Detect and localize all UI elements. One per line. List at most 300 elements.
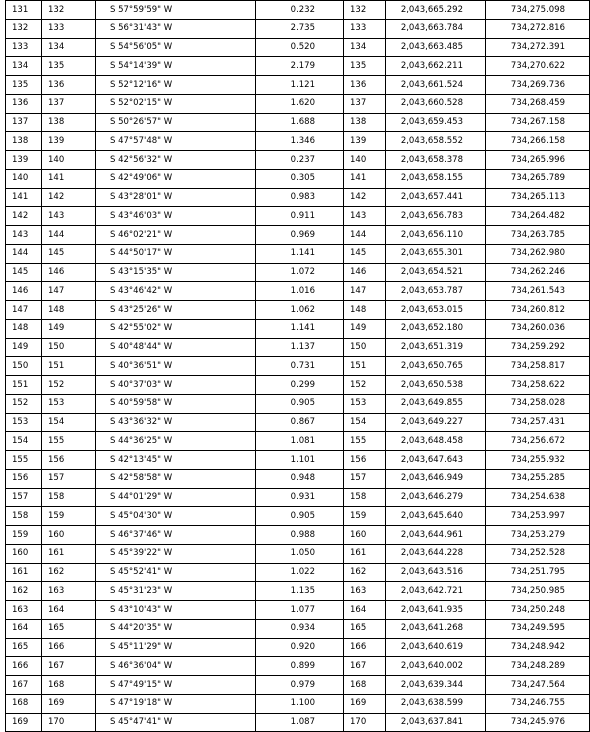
distance-cell: 1.688 xyxy=(256,113,344,132)
bearing-cell: S 45°52'41" W xyxy=(96,563,256,582)
from-station-cell: 159 xyxy=(6,526,42,545)
bearing-cell: S 46°36'04" W xyxy=(96,657,256,676)
from-station-cell: 156 xyxy=(6,469,42,488)
bearing-cell: S 42°49'06" W xyxy=(96,169,256,188)
point-cell: 166 xyxy=(344,638,386,657)
to-station-cell: 138 xyxy=(42,113,96,132)
from-station-cell: 167 xyxy=(6,676,42,695)
northing-cell: 2,043,653.787 xyxy=(386,282,486,301)
table-row xyxy=(6,38,590,57)
from-station-cell: 137 xyxy=(6,113,42,132)
easting-cell: 734,257.431 xyxy=(486,413,590,432)
distance-cell: 1.141 xyxy=(256,319,344,338)
from-station-cell: 145 xyxy=(6,263,42,282)
northing-cell: 2,043,659.453 xyxy=(386,113,486,132)
from-station-cell: 148 xyxy=(6,319,42,338)
table-row xyxy=(6,132,590,151)
table-row xyxy=(6,319,590,338)
point-cell: 164 xyxy=(344,601,386,620)
point-cell: 133 xyxy=(344,19,386,38)
point-cell: 136 xyxy=(344,76,386,95)
table-row xyxy=(6,282,590,301)
to-station-cell: 139 xyxy=(42,132,96,151)
table-row xyxy=(6,413,590,432)
point-cell: 148 xyxy=(344,301,386,320)
point-cell: 152 xyxy=(344,376,386,395)
northing-cell: 2,043,656.783 xyxy=(386,207,486,226)
table-row xyxy=(6,582,590,601)
table-body xyxy=(6,1,590,732)
point-cell: 135 xyxy=(344,57,386,76)
northing-cell: 2,043,638.599 xyxy=(386,694,486,713)
point-cell: 163 xyxy=(344,582,386,601)
bearing-cell: S 44°50'17" W xyxy=(96,244,256,263)
distance-cell: 1.101 xyxy=(256,451,344,470)
easting-cell: 734,262.980 xyxy=(486,244,590,263)
distance-cell: 1.087 xyxy=(256,713,344,732)
easting-cell: 734,258.817 xyxy=(486,357,590,376)
northing-cell: 2,043,651.319 xyxy=(386,338,486,357)
point-cell: 140 xyxy=(344,151,386,170)
distance-cell: 0.988 xyxy=(256,526,344,545)
to-station-cell: 159 xyxy=(42,507,96,526)
from-station-cell: 169 xyxy=(6,713,42,732)
bearing-cell: S 43°46'03" W xyxy=(96,207,256,226)
from-station-cell: 157 xyxy=(6,488,42,507)
table-row xyxy=(6,263,590,282)
to-station-cell: 137 xyxy=(42,94,96,113)
northing-cell: 2,043,653.015 xyxy=(386,301,486,320)
to-station-cell: 154 xyxy=(42,413,96,432)
northing-cell: 2,043,652.180 xyxy=(386,319,486,338)
northing-cell: 2,043,643.516 xyxy=(386,563,486,582)
point-cell: 150 xyxy=(344,338,386,357)
bearing-cell: S 46°02'21" W xyxy=(96,226,256,245)
distance-cell: 1.141 xyxy=(256,244,344,263)
easting-cell: 734,259.292 xyxy=(486,338,590,357)
easting-cell: 734,247.564 xyxy=(486,676,590,695)
point-cell: 154 xyxy=(344,413,386,432)
from-station-cell: 151 xyxy=(6,376,42,395)
point-cell: 167 xyxy=(344,657,386,676)
distance-cell: 1.121 xyxy=(256,76,344,95)
from-station-cell: 140 xyxy=(6,169,42,188)
point-cell: 153 xyxy=(344,394,386,413)
bearing-cell: S 52°12'16" W xyxy=(96,76,256,95)
to-station-cell: 158 xyxy=(42,488,96,507)
easting-cell: 734,272.391 xyxy=(486,38,590,57)
bearing-cell: S 45°04'30" W xyxy=(96,507,256,526)
distance-cell: 0.520 xyxy=(256,38,344,57)
easting-cell: 734,264.482 xyxy=(486,207,590,226)
distance-cell: 0.934 xyxy=(256,619,344,638)
northing-cell: 2,043,656.110 xyxy=(386,226,486,245)
from-station-cell: 142 xyxy=(6,207,42,226)
point-cell: 142 xyxy=(344,188,386,207)
point-cell: 168 xyxy=(344,676,386,695)
easting-cell: 734,258.622 xyxy=(486,376,590,395)
point-cell: 151 xyxy=(344,357,386,376)
northing-cell: 2,043,657.441 xyxy=(386,188,486,207)
distance-cell: 1.016 xyxy=(256,282,344,301)
distance-cell: 1.081 xyxy=(256,432,344,451)
point-cell: 149 xyxy=(344,319,386,338)
to-station-cell: 156 xyxy=(42,451,96,470)
easting-cell: 734,255.932 xyxy=(486,451,590,470)
easting-cell: 734,255.285 xyxy=(486,469,590,488)
easting-cell: 734,249.595 xyxy=(486,619,590,638)
point-cell: 147 xyxy=(344,282,386,301)
easting-cell: 734,248.289 xyxy=(486,657,590,676)
to-station-cell: 169 xyxy=(42,694,96,713)
from-station-cell: 161 xyxy=(6,563,42,582)
northing-cell: 2,043,650.765 xyxy=(386,357,486,376)
point-cell: 158 xyxy=(344,488,386,507)
distance-cell: 0.905 xyxy=(256,507,344,526)
easting-cell: 734,248.942 xyxy=(486,638,590,657)
to-station-cell: 165 xyxy=(42,619,96,638)
bearing-cell: S 47°57'48" W xyxy=(96,132,256,151)
easting-cell: 734,270.622 xyxy=(486,57,590,76)
to-station-cell: 136 xyxy=(42,76,96,95)
easting-cell: 734,263.785 xyxy=(486,226,590,245)
to-station-cell: 135 xyxy=(42,57,96,76)
distance-cell: 0.232 xyxy=(256,1,344,20)
distance-cell: 0.305 xyxy=(256,169,344,188)
northing-cell: 2,043,661.524 xyxy=(386,76,486,95)
from-station-cell: 164 xyxy=(6,619,42,638)
bearing-cell: S 54°14'39" W xyxy=(96,57,256,76)
easting-cell: 734,250.248 xyxy=(486,601,590,620)
from-station-cell: 166 xyxy=(6,657,42,676)
bearing-cell: S 44°20'35" W xyxy=(96,619,256,638)
easting-cell: 734,260.036 xyxy=(486,319,590,338)
northing-cell: 2,043,649.227 xyxy=(386,413,486,432)
to-station-cell: 161 xyxy=(42,544,96,563)
to-station-cell: 142 xyxy=(42,188,96,207)
distance-cell: 1.072 xyxy=(256,263,344,282)
bearing-cell: S 40°59'58" W xyxy=(96,394,256,413)
point-cell: 161 xyxy=(344,544,386,563)
distance-cell: 1.100 xyxy=(256,694,344,713)
to-station-cell: 167 xyxy=(42,657,96,676)
distance-cell: 0.969 xyxy=(256,226,344,245)
distance-cell: 1.346 xyxy=(256,132,344,151)
survey-coordinates-table xyxy=(5,0,590,732)
table-row xyxy=(6,563,590,582)
from-station-cell: 165 xyxy=(6,638,42,657)
easting-cell: 734,272.816 xyxy=(486,19,590,38)
distance-cell: 0.948 xyxy=(256,469,344,488)
bearing-cell: S 43°10'43" W xyxy=(96,601,256,620)
to-station-cell: 155 xyxy=(42,432,96,451)
from-station-cell: 152 xyxy=(6,394,42,413)
northing-cell: 2,043,650.538 xyxy=(386,376,486,395)
to-station-cell: 133 xyxy=(42,19,96,38)
northing-cell: 2,043,645.640 xyxy=(386,507,486,526)
table-row xyxy=(6,676,590,695)
northing-cell: 2,043,649.855 xyxy=(386,394,486,413)
northing-cell: 2,043,637.841 xyxy=(386,713,486,732)
to-station-cell: 151 xyxy=(42,357,96,376)
to-station-cell: 147 xyxy=(42,282,96,301)
from-station-cell: 136 xyxy=(6,94,42,113)
to-station-cell: 132 xyxy=(42,1,96,20)
bearing-cell: S 42°58'58" W xyxy=(96,469,256,488)
northing-cell: 2,043,658.155 xyxy=(386,169,486,188)
from-station-cell: 144 xyxy=(6,244,42,263)
table-row xyxy=(6,488,590,507)
bearing-cell: S 42°55'02" W xyxy=(96,319,256,338)
from-station-cell: 146 xyxy=(6,282,42,301)
easting-cell: 734,253.997 xyxy=(486,507,590,526)
distance-cell: 0.899 xyxy=(256,657,344,676)
to-station-cell: 146 xyxy=(42,263,96,282)
distance-cell: 0.299 xyxy=(256,376,344,395)
northing-cell: 2,043,648.458 xyxy=(386,432,486,451)
table-row xyxy=(6,694,590,713)
distance-cell: 0.905 xyxy=(256,394,344,413)
easting-cell: 734,260.812 xyxy=(486,301,590,320)
point-cell: 169 xyxy=(344,694,386,713)
from-station-cell: 141 xyxy=(6,188,42,207)
bearing-cell: S 45°47'41" W xyxy=(96,713,256,732)
from-station-cell: 153 xyxy=(6,413,42,432)
table-row xyxy=(6,94,590,113)
from-station-cell: 154 xyxy=(6,432,42,451)
bearing-cell: S 44°01'29" W xyxy=(96,488,256,507)
bearing-cell: S 47°49'15" W xyxy=(96,676,256,695)
table-row xyxy=(6,207,590,226)
northing-cell: 2,043,640.619 xyxy=(386,638,486,657)
from-station-cell: 147 xyxy=(6,301,42,320)
bearing-cell: S 42°56'32" W xyxy=(96,151,256,170)
distance-cell: 1.137 xyxy=(256,338,344,357)
northing-cell: 2,043,647.643 xyxy=(386,451,486,470)
from-station-cell: 163 xyxy=(6,601,42,620)
table-row xyxy=(6,376,590,395)
table-row xyxy=(6,638,590,657)
point-cell: 145 xyxy=(344,244,386,263)
easting-cell: 734,253.279 xyxy=(486,526,590,545)
bearing-cell: S 45°39'22" W xyxy=(96,544,256,563)
to-station-cell: 157 xyxy=(42,469,96,488)
to-station-cell: 168 xyxy=(42,676,96,695)
point-cell: 170 xyxy=(344,713,386,732)
distance-cell: 0.731 xyxy=(256,357,344,376)
northing-cell: 2,043,658.552 xyxy=(386,132,486,151)
bearing-cell: S 46°37'46" W xyxy=(96,526,256,545)
northing-cell: 2,043,642.721 xyxy=(386,582,486,601)
bearing-cell: S 50°26'57" W xyxy=(96,113,256,132)
point-cell: 155 xyxy=(344,432,386,451)
table-row xyxy=(6,188,590,207)
point-cell: 162 xyxy=(344,563,386,582)
bearing-cell: S 43°25'26" W xyxy=(96,301,256,320)
table-row xyxy=(6,226,590,245)
bearing-cell: S 54°56'05" W xyxy=(96,38,256,57)
from-station-cell: 139 xyxy=(6,151,42,170)
distance-cell: 1.022 xyxy=(256,563,344,582)
point-cell: 159 xyxy=(344,507,386,526)
from-station-cell: 150 xyxy=(6,357,42,376)
distance-cell: 1.062 xyxy=(256,301,344,320)
northing-cell: 2,043,655.301 xyxy=(386,244,486,263)
table-row xyxy=(6,301,590,320)
to-station-cell: 141 xyxy=(42,169,96,188)
table-row xyxy=(6,76,590,95)
to-station-cell: 162 xyxy=(42,563,96,582)
from-station-cell: 131 xyxy=(6,1,42,20)
from-station-cell: 135 xyxy=(6,76,42,95)
easting-cell: 734,266.158 xyxy=(486,132,590,151)
easting-cell: 734,269.736 xyxy=(486,76,590,95)
distance-cell: 0.911 xyxy=(256,207,344,226)
point-cell: 139 xyxy=(344,132,386,151)
bearing-cell: S 45°31'23" W xyxy=(96,582,256,601)
to-station-cell: 149 xyxy=(42,319,96,338)
point-cell: 143 xyxy=(344,207,386,226)
from-station-cell: 162 xyxy=(6,582,42,601)
table-row xyxy=(6,619,590,638)
bearing-cell: S 43°46'42" W xyxy=(96,282,256,301)
distance-cell: 1.620 xyxy=(256,94,344,113)
table-row xyxy=(6,113,590,132)
point-cell: 144 xyxy=(344,226,386,245)
northing-cell: 2,043,641.268 xyxy=(386,619,486,638)
distance-cell: 0.979 xyxy=(256,676,344,695)
to-station-cell: 163 xyxy=(42,582,96,601)
distance-cell: 0.867 xyxy=(256,413,344,432)
from-station-cell: 160 xyxy=(6,544,42,563)
northing-cell: 2,043,663.485 xyxy=(386,38,486,57)
to-station-cell: 134 xyxy=(42,38,96,57)
point-cell: 138 xyxy=(344,113,386,132)
distance-cell: 2.735 xyxy=(256,19,344,38)
northing-cell: 2,043,639.344 xyxy=(386,676,486,695)
northing-cell: 2,043,662.211 xyxy=(386,57,486,76)
from-station-cell: 138 xyxy=(6,132,42,151)
bearing-cell: S 56°31'43" W xyxy=(96,19,256,38)
bearing-cell: S 42°13'45" W xyxy=(96,451,256,470)
easting-cell: 734,246.755 xyxy=(486,694,590,713)
to-station-cell: 144 xyxy=(42,226,96,245)
northing-cell: 2,043,640.002 xyxy=(386,657,486,676)
table-row xyxy=(6,1,590,20)
bearing-cell: S 43°15'35" W xyxy=(96,263,256,282)
easting-cell: 734,265.996 xyxy=(486,151,590,170)
table-row xyxy=(6,244,590,263)
to-station-cell: 170 xyxy=(42,713,96,732)
table-row xyxy=(6,394,590,413)
distance-cell: 0.237 xyxy=(256,151,344,170)
bearing-cell: S 52°02'15" W xyxy=(96,94,256,113)
table-row xyxy=(6,657,590,676)
table-row xyxy=(6,469,590,488)
point-cell: 146 xyxy=(344,263,386,282)
table-row xyxy=(6,169,590,188)
distance-cell: 0.920 xyxy=(256,638,344,657)
to-station-cell: 150 xyxy=(42,338,96,357)
from-station-cell: 168 xyxy=(6,694,42,713)
easting-cell: 734,254.638 xyxy=(486,488,590,507)
northing-cell: 2,043,641.935 xyxy=(386,601,486,620)
distance-cell: 0.983 xyxy=(256,188,344,207)
table-row xyxy=(6,338,590,357)
distance-cell: 1.135 xyxy=(256,582,344,601)
table-row xyxy=(6,19,590,38)
point-cell: 156 xyxy=(344,451,386,470)
bearing-cell: S 43°28'01" W xyxy=(96,188,256,207)
easting-cell: 734,251.795 xyxy=(486,563,590,582)
northing-cell: 2,043,644.228 xyxy=(386,544,486,563)
table-row xyxy=(6,432,590,451)
easting-cell: 734,261.543 xyxy=(486,282,590,301)
distance-cell: 1.077 xyxy=(256,601,344,620)
bearing-cell: S 40°36'51" W xyxy=(96,357,256,376)
table-row xyxy=(6,507,590,526)
bearing-cell: S 40°37'03" W xyxy=(96,376,256,395)
bearing-cell: S 57°59'59" W xyxy=(96,1,256,20)
easting-cell: 734,245.976 xyxy=(486,713,590,732)
from-station-cell: 133 xyxy=(6,38,42,57)
easting-cell: 734,265.789 xyxy=(486,169,590,188)
from-station-cell: 158 xyxy=(6,507,42,526)
easting-cell: 734,262.246 xyxy=(486,263,590,282)
to-station-cell: 153 xyxy=(42,394,96,413)
distance-cell: 0.931 xyxy=(256,488,344,507)
from-station-cell: 134 xyxy=(6,57,42,76)
to-station-cell: 148 xyxy=(42,301,96,320)
from-station-cell: 155 xyxy=(6,451,42,470)
easting-cell: 734,256.672 xyxy=(486,432,590,451)
from-station-cell: 132 xyxy=(6,19,42,38)
point-cell: 134 xyxy=(344,38,386,57)
easting-cell: 734,268.459 xyxy=(486,94,590,113)
bearing-cell: S 40°48'44" W xyxy=(96,338,256,357)
northing-cell: 2,043,654.521 xyxy=(386,263,486,282)
northing-cell: 2,043,660.528 xyxy=(386,94,486,113)
to-station-cell: 166 xyxy=(42,638,96,657)
table-row xyxy=(6,357,590,376)
bearing-cell: S 44°36'25" W xyxy=(96,432,256,451)
point-cell: 165 xyxy=(344,619,386,638)
from-station-cell: 143 xyxy=(6,226,42,245)
table-row xyxy=(6,544,590,563)
from-station-cell: 149 xyxy=(6,338,42,357)
bearing-cell: S 47°19'18" W xyxy=(96,694,256,713)
table-row xyxy=(6,713,590,732)
easting-cell: 734,252.528 xyxy=(486,544,590,563)
table-row xyxy=(6,601,590,620)
table-row xyxy=(6,151,590,170)
point-cell: 157 xyxy=(344,469,386,488)
point-cell: 137 xyxy=(344,94,386,113)
northing-cell: 2,043,646.949 xyxy=(386,469,486,488)
easting-cell: 734,265.113 xyxy=(486,188,590,207)
to-station-cell: 152 xyxy=(42,376,96,395)
point-cell: 141 xyxy=(344,169,386,188)
to-station-cell: 140 xyxy=(42,151,96,170)
easting-cell: 734,250.985 xyxy=(486,582,590,601)
to-station-cell: 160 xyxy=(42,526,96,545)
table-row xyxy=(6,451,590,470)
easting-cell: 734,275.098 xyxy=(486,1,590,20)
to-station-cell: 164 xyxy=(42,601,96,620)
northing-cell: 2,043,663.784 xyxy=(386,19,486,38)
to-station-cell: 143 xyxy=(42,207,96,226)
bearing-cell: S 45°11'29" W xyxy=(96,638,256,657)
